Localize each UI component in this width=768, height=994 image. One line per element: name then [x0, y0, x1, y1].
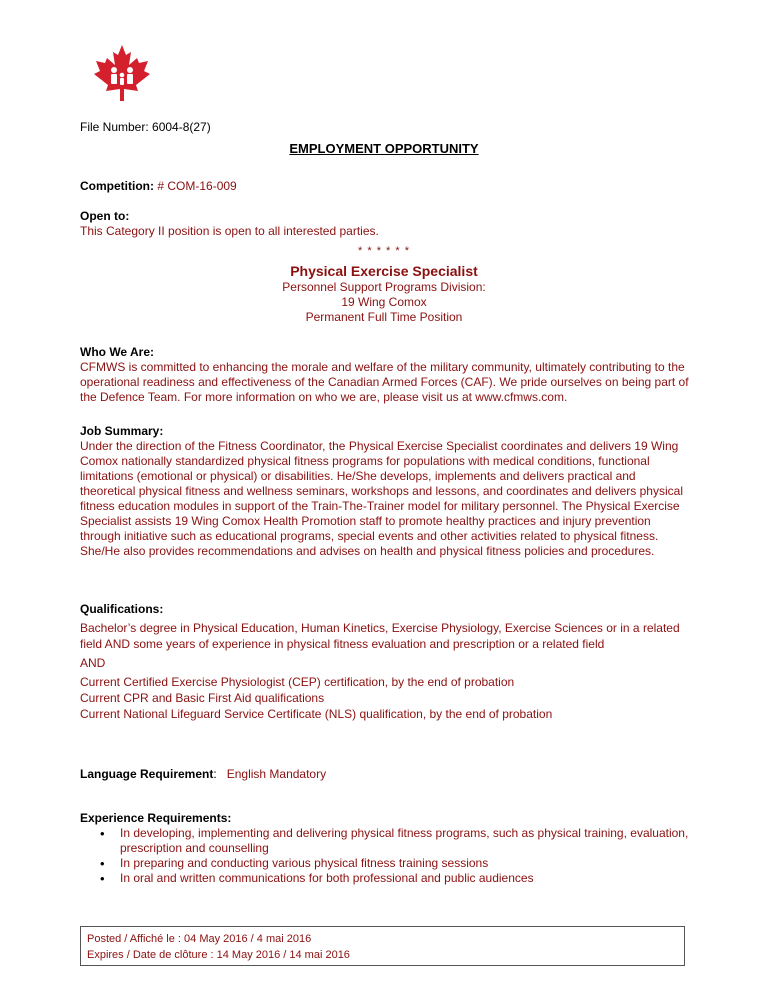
who-we-are-section	[80, 345, 690, 405]
position-location: 19 Wing Comox	[341, 295, 427, 309]
experience-section	[80, 811, 690, 886]
language-sep: :	[213, 767, 217, 781]
qualification-item: Current CPR and Basic First Aid qualifications	[80, 691, 325, 705]
experience-list	[80, 826, 690, 886]
language-value: English Mandatory	[226, 767, 327, 781]
experience-label: Experience Requirements:	[80, 811, 232, 825]
posted-date: Posted / Affiché le : 04 May 2016 / 4 mai 2016	[87, 933, 312, 945]
qualification-item: Current Certified Exercise Physiologist (CEP) certification, by the end of probation	[80, 675, 515, 689]
posting-dates-box	[80, 926, 685, 966]
position-title: Physical Exercise Specialist	[290, 263, 478, 279]
cfmws-maple-leaf-logo	[92, 43, 152, 103]
qualifications-and: AND	[80, 656, 106, 670]
language-label: Language Requirement	[80, 767, 214, 781]
experience-item: • In developing, implementing and delivering physical fitness programs, such as physical training, evaluation, prescription and counselling	[110, 826, 690, 856]
position-type: Permanent Full Time Position	[305, 310, 463, 324]
qualifications-degree: Bachelor’s degree in Physical Education, Human Kinetics, Exercise Physiology, Exercise Sciences or in a related field AND some years of experience in physical fitness evaluation and prescription or a related field	[80, 621, 680, 651]
competition-label: Competition:	[80, 179, 154, 193]
who-we-are-text: CFMWS is committed to enhancing the morale and welfare of the military community, ultimately contributing to the operational readiness and effectiveness of the Canadian Armed Forces (CAF). We pride ourselves on being part of the Defence Team. For more information on who we are, please visit us at www.cfmws.com.	[80, 360, 689, 404]
competition-line	[80, 179, 690, 194]
open-to-label: Open to:	[80, 209, 130, 223]
file-number: File Number: 6004-8(27)	[80, 120, 211, 134]
job-summary-section	[80, 424, 690, 559]
position-division: Personnel Support Programs Division:	[282, 280, 486, 294]
job-summary-text: Under the direction of the Fitness Coordinator, the Physical Exercise Specialist coordinates and delivers 19 Wing Comox nationally standardized physical fitness programs for populations with medical conditions, functional limitations (emotional or physical) or disabilities. He/She develops, implements and delivers practical and theoretical physical fitness and wellness seminars, workshops and lessons, and coordinates and delivers physical fitness education modules in support of the Train-The-Trainer model for military personnel. The Physical Exercise Specialist assists 19 Wing Comox Health Promotion staff to promote healthy practices and injury prevention through initiative such as educational programs, special events and other activities related to physical fitness. She/He also provides recommendations and advises on health and physical fitness policies and procedures.	[80, 439, 683, 558]
experience-item: • In preparing and conducting various physical fitness training sessions	[110, 856, 690, 871]
position-header	[0, 262, 768, 325]
qualifications-label: Qualifications:	[80, 602, 164, 616]
qualifications-section	[80, 601, 690, 722]
language-requirement	[80, 767, 690, 782]
competition-value: # COM-16-009	[157, 179, 237, 193]
separator: * * * * * *	[358, 245, 410, 257]
job-summary-label: Job Summary:	[80, 424, 164, 438]
qualification-item: Current National Lifeguard Service Certificate (NLS) qualification, by the end of probation	[80, 707, 553, 721]
page-title-text: EMPLOYMENT OPPORTUNITY	[289, 141, 479, 156]
who-we-are-label: Who We Are:	[80, 345, 154, 359]
open-to-text: This Category II position is open to all interested parties.	[80, 224, 379, 238]
open-to-section	[80, 209, 690, 239]
experience-item: • In oral and written communications for both professional and public audiences	[110, 871, 690, 886]
page-title	[0, 141, 768, 157]
expires-date: Expires / Date de clôture : 14 May 2016 / 14 mai 2016	[87, 949, 350, 961]
